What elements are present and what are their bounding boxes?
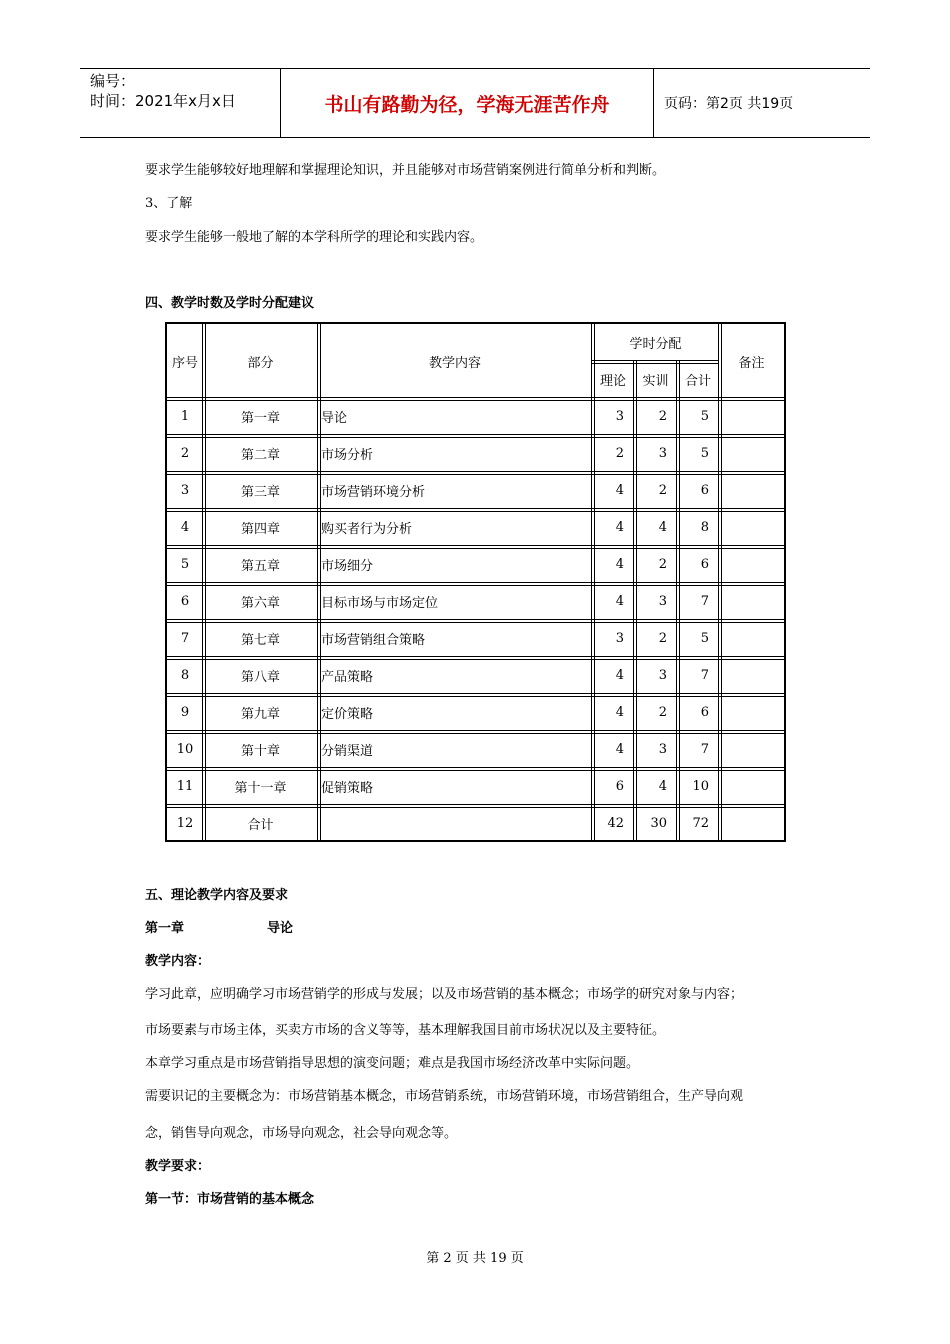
grid-h	[167, 397, 784, 398]
cell-content: 目标市场与市场定位	[321, 596, 439, 611]
paragraph-1: 学习此章，应明确学习市场营销学的形成与发展；以及市场营销的基本概念；市场学的研究对象与内容；	[145, 987, 744, 1002]
cell-practice: 2	[658, 705, 667, 720]
grid-h	[167, 548, 784, 549]
section-5-title: 五、理论教学内容及要求	[145, 888, 289, 903]
cell-theory: 4	[615, 557, 624, 572]
grid-v	[676, 361, 677, 840]
cell-no: 8	[180, 668, 190, 683]
cell-part: 第五章	[240, 559, 280, 574]
grid-h	[592, 363, 719, 364]
cell-theory: 4	[615, 594, 624, 609]
cell-part: 合计	[247, 818, 274, 833]
grid-h	[167, 619, 784, 620]
cell-content: 导论	[321, 411, 348, 426]
cell-practice: 2	[658, 409, 667, 424]
cell-no: 5	[180, 557, 190, 572]
grid-h	[167, 474, 784, 475]
cell-total: 5	[700, 409, 709, 424]
section-1-title: 第一节：市场营销的基本概念	[145, 1192, 315, 1207]
cell-no: 10	[176, 742, 194, 757]
grid-h	[167, 471, 784, 472]
cell-practice: 3	[658, 594, 667, 609]
cell-part: 第一章	[240, 411, 280, 426]
grid-h	[167, 622, 784, 623]
grid-h	[167, 508, 784, 509]
cell-theory: 4	[615, 742, 624, 757]
cell-part: 第十章	[240, 744, 280, 759]
cell-practice: 3	[658, 668, 667, 683]
cell-part: 第七章	[240, 633, 280, 648]
cell-content: 市场细分	[321, 559, 374, 574]
grid-h	[167, 437, 784, 438]
cell-practice: 2	[658, 631, 667, 646]
cell-content: 市场分析	[321, 448, 374, 463]
grid-h	[592, 360, 719, 361]
chapter-1-name: 导论	[267, 921, 294, 936]
content-label: 教学内容：	[145, 954, 211, 969]
cell-total: 6	[700, 483, 709, 498]
cell-part: 第六章	[240, 596, 280, 611]
grid-h	[167, 659, 784, 660]
grid-v	[636, 361, 637, 840]
cell-content: 促销策略	[321, 781, 374, 796]
th-content: 教学内容	[428, 355, 481, 371]
grid-h	[167, 656, 784, 657]
grid-v	[679, 361, 680, 840]
grid-h	[167, 730, 784, 731]
cell-theory: 6	[615, 779, 624, 794]
cell-no: 6	[180, 594, 190, 609]
cell-total: 72	[692, 816, 709, 831]
grid-h	[167, 807, 784, 808]
cell-no: 1	[180, 409, 190, 424]
intro-line-1: 要求学生能够较好地理解和掌握理论知识，并且能够对市场营销案例进行简单分析和判断。	[145, 163, 666, 178]
cell-theory: 3	[615, 409, 624, 424]
cell-content: 购买者行为分析	[321, 522, 413, 537]
cell-part: 第三章	[240, 485, 280, 500]
grid-h	[167, 545, 784, 546]
cell-practice: 2	[658, 483, 667, 498]
grid-h	[167, 696, 784, 697]
cell-no: 12	[176, 816, 194, 831]
header-divider	[653, 69, 654, 137]
cell-no: 2	[180, 446, 190, 461]
paragraph-4: 需要识记的主要概念为：市场营销基本概念，市场营销系统，市场营销环境，市场营销组合，生产导向观	[145, 1089, 744, 1104]
intro-item-3: 3、了解	[145, 196, 193, 211]
section-4-title: 四、教学时数及学时分配建议	[145, 296, 315, 311]
cell-content: 市场营销组合策略	[321, 633, 426, 648]
hours-table	[165, 322, 786, 842]
chapter-1-label: 第一章	[145, 921, 185, 936]
cell-total: 5	[700, 446, 709, 461]
time-label: 时间：2021年x月x日	[90, 92, 236, 110]
cell-part: 第十一章	[234, 781, 287, 796]
cell-theory: 42	[607, 816, 624, 831]
cell-theory: 3	[615, 631, 624, 646]
th-total: 合计	[684, 374, 711, 389]
cell-total: 6	[700, 557, 709, 572]
grid-h	[167, 804, 784, 805]
cell-part: 第九章	[240, 707, 280, 722]
cell-total: 6	[700, 705, 709, 720]
grid-h	[167, 693, 784, 694]
cell-practice: 4	[658, 779, 667, 794]
cell-practice: 3	[658, 742, 667, 757]
cell-content: 产品策略	[321, 670, 374, 685]
cell-no: 7	[180, 631, 190, 646]
cell-content: 市场营销环境分析	[321, 485, 426, 500]
cell-theory: 4	[615, 705, 624, 720]
cell-theory: 4	[615, 483, 624, 498]
cell-part: 第四章	[240, 522, 280, 537]
cell-practice: 2	[658, 557, 667, 572]
grid-h	[167, 400, 784, 401]
paragraph-3: 本章学习重点是市场营销指导思想的演变问题；难点是我国市场经济改革中实际问题。	[145, 1056, 640, 1071]
cell-no: 4	[180, 520, 190, 535]
header-meta	[80, 69, 280, 137]
header-page-info: 页码：第2页 共19页	[664, 96, 794, 112]
grid-h	[167, 585, 784, 586]
th-remark: 备注	[738, 355, 765, 371]
cell-total: 8	[700, 520, 709, 535]
grid-h	[167, 582, 784, 583]
th-theory: 理论	[599, 374, 626, 389]
requirement-label: 教学要求：	[145, 1159, 211, 1174]
code-label: 编号：	[90, 72, 136, 90]
grid-h	[167, 770, 784, 771]
cell-total: 7	[700, 668, 709, 683]
grid-h	[167, 733, 784, 734]
cell-total: 7	[700, 594, 709, 609]
header-motto: 书山有路勤为径，学海无涯苦作舟	[324, 93, 610, 116]
cell-part: 第二章	[240, 448, 280, 463]
cell-no: 9	[180, 705, 190, 720]
cell-part: 第八章	[240, 670, 280, 685]
cell-practice: 30	[650, 816, 667, 831]
th-no: 序号	[171, 355, 198, 371]
paragraph-2: 市场要素与市场主体，买卖方市场的含义等等，基本理解我国目前市场状况以及主要特征。	[145, 1023, 666, 1038]
cell-theory: 4	[615, 668, 624, 683]
th-part: 部分	[247, 355, 274, 371]
grid-h	[167, 511, 784, 512]
grid-h	[167, 434, 784, 435]
cell-content	[318, 805, 595, 842]
grid-h	[167, 767, 784, 768]
intro-line-2: 要求学生能够一般地了解的本学科所学的理论和实践内容。	[145, 230, 484, 245]
th-practice: 实训	[642, 374, 669, 389]
cell-content: 定价策略	[321, 707, 374, 722]
cell-content: 分销渠道	[321, 744, 374, 759]
cell-total: 10	[692, 779, 709, 794]
cell-practice: 3	[658, 446, 667, 461]
th-alloc: 学时分配	[629, 337, 682, 352]
cell-no: 11	[176, 779, 194, 794]
paragraph-5: 念，销售导向观念，市场导向观念，社会导向观念等。	[145, 1126, 458, 1141]
cell-practice: 4	[658, 520, 667, 535]
cell-theory: 2	[615, 446, 624, 461]
cell-theory: 4	[615, 520, 624, 535]
grid-v	[633, 361, 634, 840]
cell-no: 3	[180, 483, 190, 498]
cell-total: 5	[700, 631, 709, 646]
page-footer: 第 2 页 共 19 页	[426, 1251, 524, 1266]
cell-total: 7	[700, 742, 709, 757]
page-header	[80, 68, 870, 138]
